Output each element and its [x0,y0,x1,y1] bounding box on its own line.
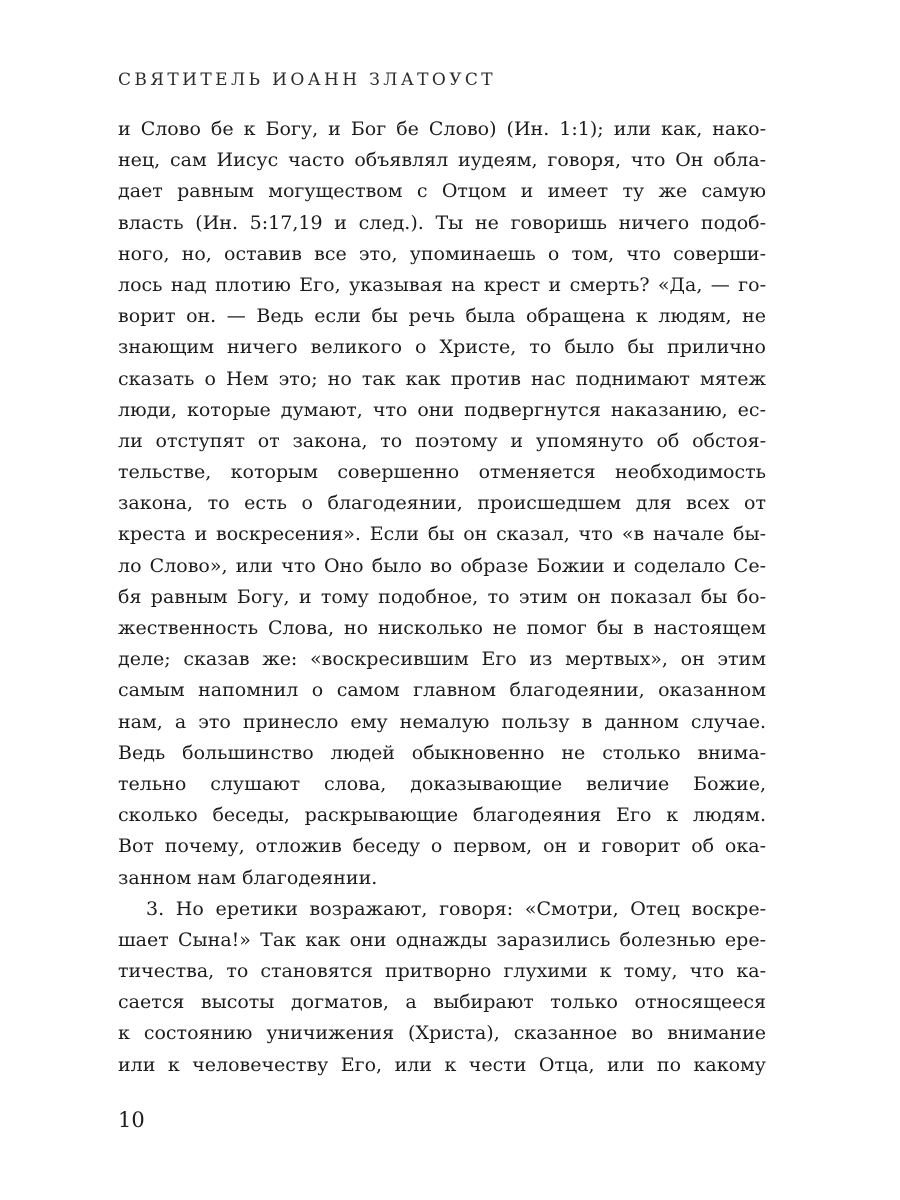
text-line: сказать о Нем это; но так как против нас поднимают мятеж [118,367,766,390]
text-line: Ведь большинство людей обыкновенно не столько внима- [118,741,766,764]
text-line: нам, а это принесло ему немалую пользу в данном случае. [118,710,766,733]
text-line: ного, но, оставив все это, упоминаешь о том, что соверши- [118,242,766,265]
text-line: закона, то есть о благодеянии, происшедшем для всех от [118,492,766,515]
text-line: тичества, то становятся притворно глухими к тому, что ка- [118,960,766,983]
text-line: ворит он. — Ведь если бы речь была обращена к людям, не [118,305,766,328]
text-line: дает равным могуществом с Отцом и имеет ту же самую [118,180,766,203]
text-line: деле; сказав же: «воскресившим Его из мертвых», он этим [118,648,766,671]
text-line: к состоянию уничижения (Христа), сказанное во внимание [118,1022,766,1045]
text-line: лось над плотию Его, указывая на крест и смерть? «Да, — го- [118,273,766,296]
page-number: 10 [118,1108,145,1132]
text-line: самым напомнил о самом главном благодеянии, оказанном [118,679,766,702]
text-line: бя равным Богу, и тому подобное, то этим он показал бы бо- [118,585,766,608]
running-header: СВЯТИТЕЛЬ ИОАНН ЗЛАТОУСТ [118,70,497,90]
text-line: тельстве, которым совершенно отменяется необходимость [118,461,766,484]
text-line: сколько беседы, раскрывающие благодеяния Его к людям. [118,804,766,827]
text-line: жественность Слова, но нисколько не помог бы в настоящем [118,617,766,639]
text-line: люди, которые думают, что они подвергнутся наказанию, ес- [118,398,766,421]
text-line: власть (Ин. 5:17,19 и след.). Ты не говоришь ничего подоб- [118,211,766,234]
paragraph [118,894,766,1081]
text-line: ло Слово», или что Оно было во образе Божии и соделало Се- [118,554,766,577]
text-line: креста и воскресения». Если бы он сказал, что «в начале бы- [118,523,766,546]
text-line: шает Сына!» Так как они однажды заразились болезнью ере- [118,928,766,951]
paragraph [118,114,766,894]
text-line: Вот почему, отложив беседу о первом, он и говорит об ока- [118,835,766,858]
body-text [118,114,766,1081]
text-line: или к человечеству Его, или к чести Отца, или по какому [118,1053,766,1076]
text-line: занном нам благодеянии. [118,866,378,889]
text-line: и Слово бе к Богу, и Бог бе Слово) (Ин. 1:1); или как, нако- [118,118,766,140]
text-line: знающим ничего великого о Христе, то было бы прилично [118,336,766,359]
text-line: нец, сам Иисус часто объявлял иудеям, говоря, что Он обла- [118,149,766,172]
text-line: ли отступят от закона, то поэтому и упомянуто об обстоя- [118,429,766,452]
text-line: 3. Но еретики возражают, говоря: «Смотри, Отец воскре- [146,897,766,920]
text-line: тельно слушают слова, доказывающие величие Божие, [118,772,766,795]
text-line: сается высоты догматов, а выбирают только относящееся [118,991,766,1014]
